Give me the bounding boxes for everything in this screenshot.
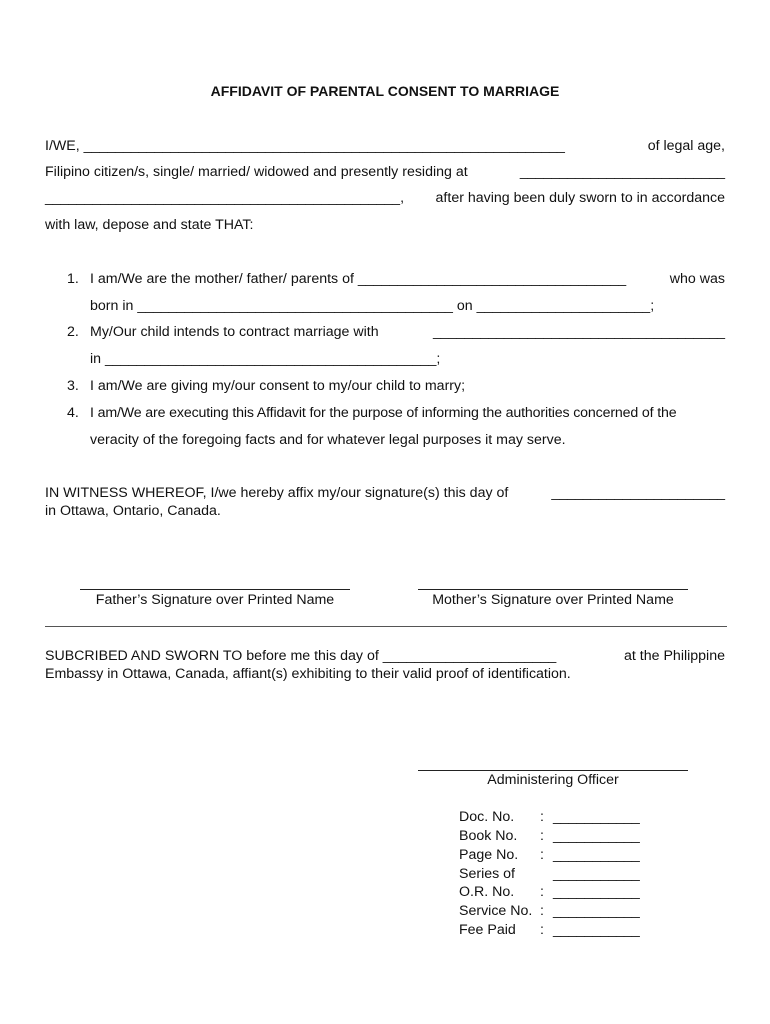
- mother-signature-line[interactable]: [418, 589, 688, 590]
- father-signature-line[interactable]: [80, 589, 350, 590]
- intro-sworn-text: after having been duly sworn to in accordance: [435, 190, 725, 206]
- item-4-number: 4.: [67, 405, 79, 421]
- registry-label: Doc. No.: [459, 809, 515, 825]
- witness-line-2: in Ottawa, Ontario, Canada.: [45, 503, 221, 519]
- intro-address-blank[interactable]: _____________________________________________,: [45, 190, 405, 206]
- intro-name-blank[interactable]: I/WE, _____________________________________________________________: [45, 138, 565, 154]
- registry-label: Fee Paid: [459, 922, 516, 938]
- registry-label: Page No.: [459, 847, 519, 863]
- item-2-place-line[interactable]: in __________________________________________;: [90, 351, 441, 367]
- registry-label: Series of: [459, 866, 515, 882]
- father-signature-label: Father’s Signature over Printed Name: [95, 592, 335, 608]
- page-no-blank[interactable]: ___________: [553, 847, 640, 863]
- subscribed-line-2: Embassy in Ottawa, Canada, affiant(s) exhibiting to their valid proof of identification.: [45, 666, 571, 682]
- witness-text: IN WITNESS WHEREOF, I/we hereby affix my/our signature(s) this day of: [45, 485, 509, 501]
- intro-line-1: [45, 138, 725, 154]
- item-2-marriage-text: My/Our child intends to contract marriage with: [90, 324, 379, 340]
- item-2-spouse-blank[interactable]: _____________________________________: [433, 324, 725, 340]
- item-1-parents-text[interactable]: I am/We are the mother/ father/ parents of __________________________________: [90, 271, 627, 287]
- subscribed-line-1: [45, 648, 725, 664]
- subscribed-embassy: at the Philippine: [624, 648, 725, 664]
- item-3-text: I am/We are giving my/our consent to my/our child to marry;: [90, 378, 466, 394]
- document-title: AFFIDAVIT OF PARENTAL CONSENT TO MARRIAGE: [210, 83, 560, 99]
- registry-colon: :: [540, 922, 544, 938]
- fee-paid-blank[interactable]: ___________: [553, 922, 640, 938]
- officer-signature-line[interactable]: [418, 770, 688, 771]
- item-1-line-1: [90, 271, 725, 287]
- intro-line-3: [45, 190, 725, 206]
- or-no-blank[interactable]: ___________: [553, 884, 640, 900]
- intro-line-2: [45, 164, 725, 180]
- doc-no-blank[interactable]: ___________: [553, 809, 640, 825]
- intro-citizenship-text: Filipino citizen/s, single/ married/ widowed and presently residing at: [45, 164, 468, 180]
- witness-line-1: [45, 485, 725, 501]
- registry-label: Book No.: [459, 828, 518, 844]
- section-divider: [45, 626, 727, 627]
- item-1-who-was: who was: [669, 271, 725, 287]
- subscribed-text[interactable]: SUBCRIBED AND SWORN TO before me this day of ______________________: [45, 648, 557, 664]
- mother-signature-label: Mother’s Signature over Printed Name: [432, 592, 674, 608]
- item-2-line-1: [90, 324, 725, 340]
- intro-residence-blank[interactable]: __________________________: [519, 164, 725, 180]
- service-no-blank[interactable]: ___________: [553, 903, 640, 919]
- item-1-number: 1.: [67, 271, 79, 287]
- registry-colon: :: [540, 884, 544, 900]
- witness-date-blank[interactable]: ______________________: [551, 485, 725, 501]
- item-3-number: 3.: [67, 378, 79, 394]
- registry-colon: :: [540, 828, 544, 844]
- item-4-line-1: I am/We are executing this Affidavit for the purpose of informing the authorities concerned of the: [90, 405, 677, 421]
- registry-label: O.R. No.: [459, 884, 515, 900]
- registry-colon: :: [540, 903, 544, 919]
- book-no-blank[interactable]: ___________: [553, 828, 640, 844]
- registry-label: Service No.: [459, 903, 533, 919]
- item-4-line-2: veracity of the foregoing facts and for whatever legal purposes it may serve.: [90, 432, 566, 448]
- item-1-birth-line[interactable]: born in ________________________________________ on ______________________;: [90, 298, 655, 314]
- series-blank[interactable]: ___________: [553, 866, 640, 882]
- registry-colon: :: [540, 847, 544, 863]
- registry-colon: :: [540, 809, 544, 825]
- intro-legal-age: of legal age,: [647, 138, 725, 154]
- intro-line-4: with law, depose and state THAT:: [45, 217, 254, 233]
- officer-label: Administering Officer: [487, 772, 619, 788]
- item-2-number: 2.: [67, 324, 79, 340]
